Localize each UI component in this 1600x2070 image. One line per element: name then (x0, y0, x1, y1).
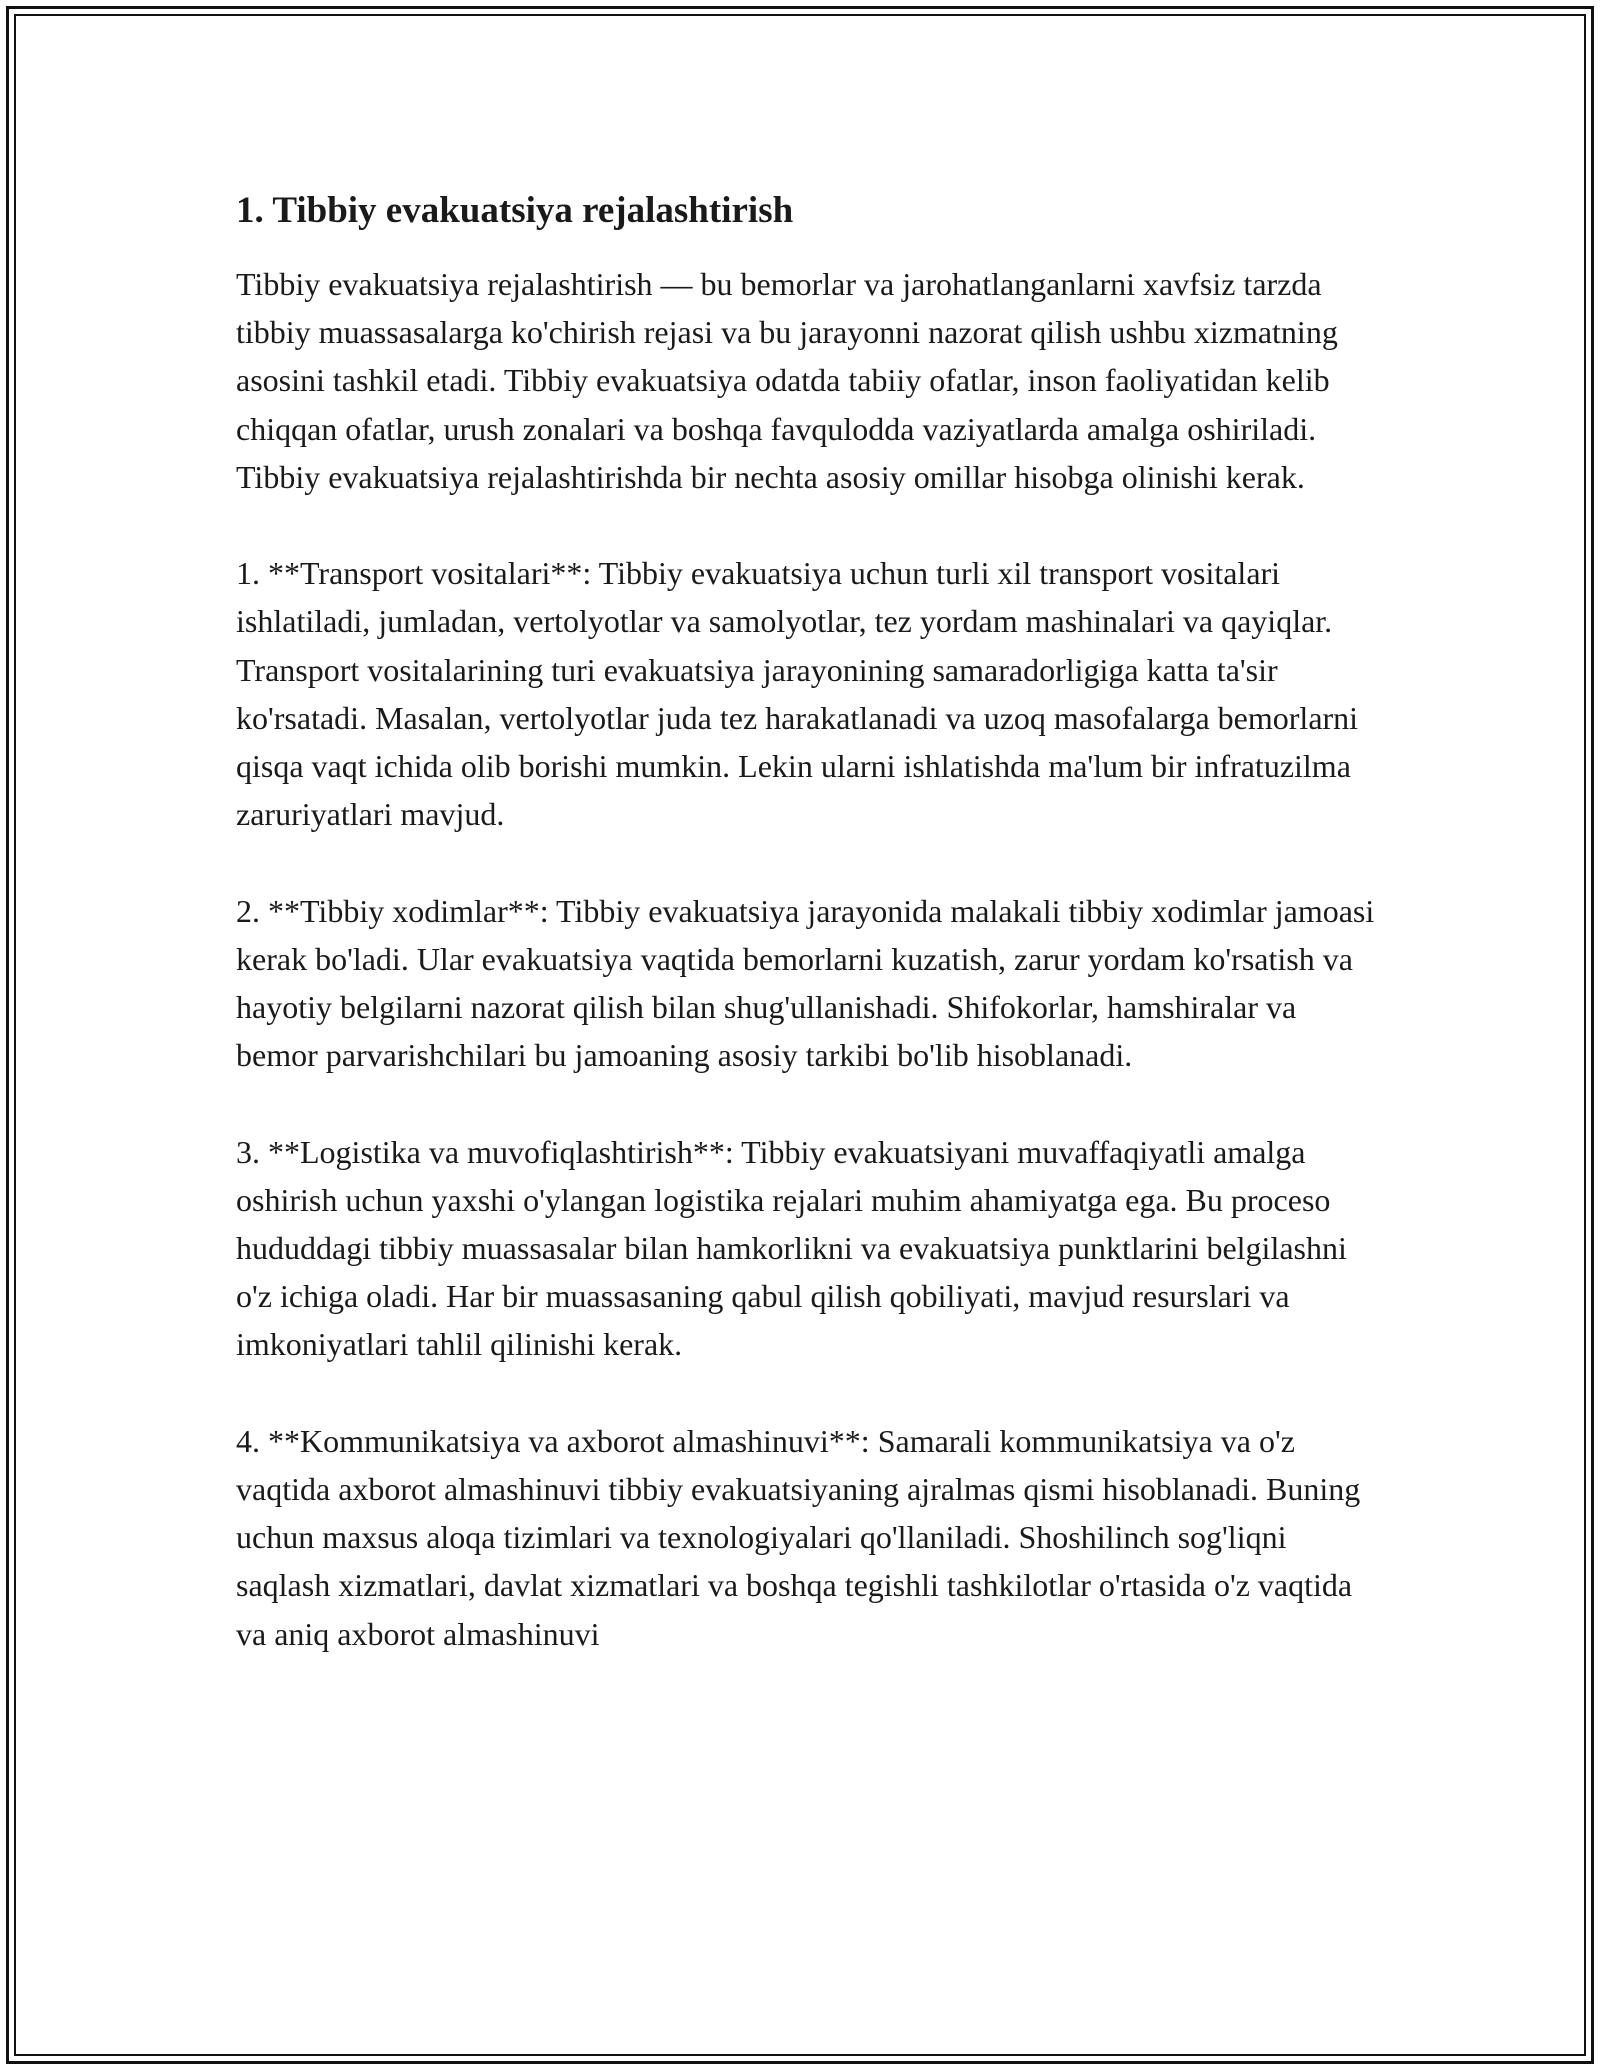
list-item-communication: 4. **Kommunikatsiya va axborot almashinuvi**: Samarali kommunikatsiya va o'z vaqtida axborot almashinuvi tibbiy evakuatsiyaning ajralmas qismi hisoblanadi. Buning uchun maxsus aloqa tizimlari va texnologiyalari qo'llaniladi. Shoshilinch sog'liqni saqlash xizmatlari, davlat xizmatlari va boshqa tegishli tashkilotlar o'rtasida o'z vaqtida va aniq axborot almashinuvi (236, 1422, 1361, 1652)
section-heading: 1. Tibbiy evakuatsiya rejalashtirish (236, 190, 794, 231)
list-item-transport: 1. **Transport vositalari**: Tibbiy evakuatsiya uchun turli xil transport vositalari ishlatiladi, jumladan, vertolyotlar va samolyotlar, tez yordam mashinalari va qayiqlar. Transport vositalarining turi evakuatsiya jarayonining samaradorligiga katta ta'sir ko'rsatadi. Masalan, vertolyotlar juda tez harakatlanadi va uzoq masofalarga bemorlarni qisqa vaqt ichida olib borishi mumkin. Lekin ularni ishlatishda ma'lum bir infratuzilma zaruriyatlari mavjud. (236, 555, 1359, 833)
intro-paragraph: Tibbiy evakuatsiya rejalashtirish — bu bemorlar va jarohatlanganlarni xavfsiz tarzda tibbiy muassasalarga ko'chirish rejasi va bu jarayonni nazorat qilish ushbu xizmatning asosini tashkil etadi. Tibbiy evakuatsiya odatda tabiiy ofatlar, inson faoliyatidan kelib chiqqan ofatlar, urush zonalari va boshqa favqulodda vaziyatlarda amalga oshiriladi. Tibbiy evakuatsiya rejalashtirishda bir nechta asosiy omillar hisobga olinishi kerak. (236, 266, 1338, 495)
list-item-logistics: 3. **Logistika va muvofiqlashtirish**: Tibbiy evakuatsiyani muvaffaqiyatli amalga oshirish uchun yaxshi o'ylangan logistika rejalari muhim ahamiyatga ega. Bu proceso hududdagi tibbiy muassasalar bilan hamkorlikni va evakuatsiya punktlarini belgilashni o'z ichiga oladi. Har bir muassasaning qabul qilish qobiliyati, mavjud resurslari va imkoniyatlari tahlil qilinishi kerak. (236, 1133, 1347, 1363)
document-body (236, 186, 1376, 1658)
list-item-medical-staff: 2. **Tibbiy xodimlar**: Tibbiy evakuatsiya jarayonida malakali tibbiy xodimlar jamoasi kerak bo'ladi. Ular evakuatsiya vaqtida bemorlarni kuzatish, zarur yordam ko'rsatish va hayotiy belgilarni nazorat qilish bilan shug'ullanishadi. Shifokorlar, hamshiralar va bemor parvarishchilari bu jamoaning asosiy tarkibi bo'lib hisoblanadi. (236, 892, 1375, 1074)
